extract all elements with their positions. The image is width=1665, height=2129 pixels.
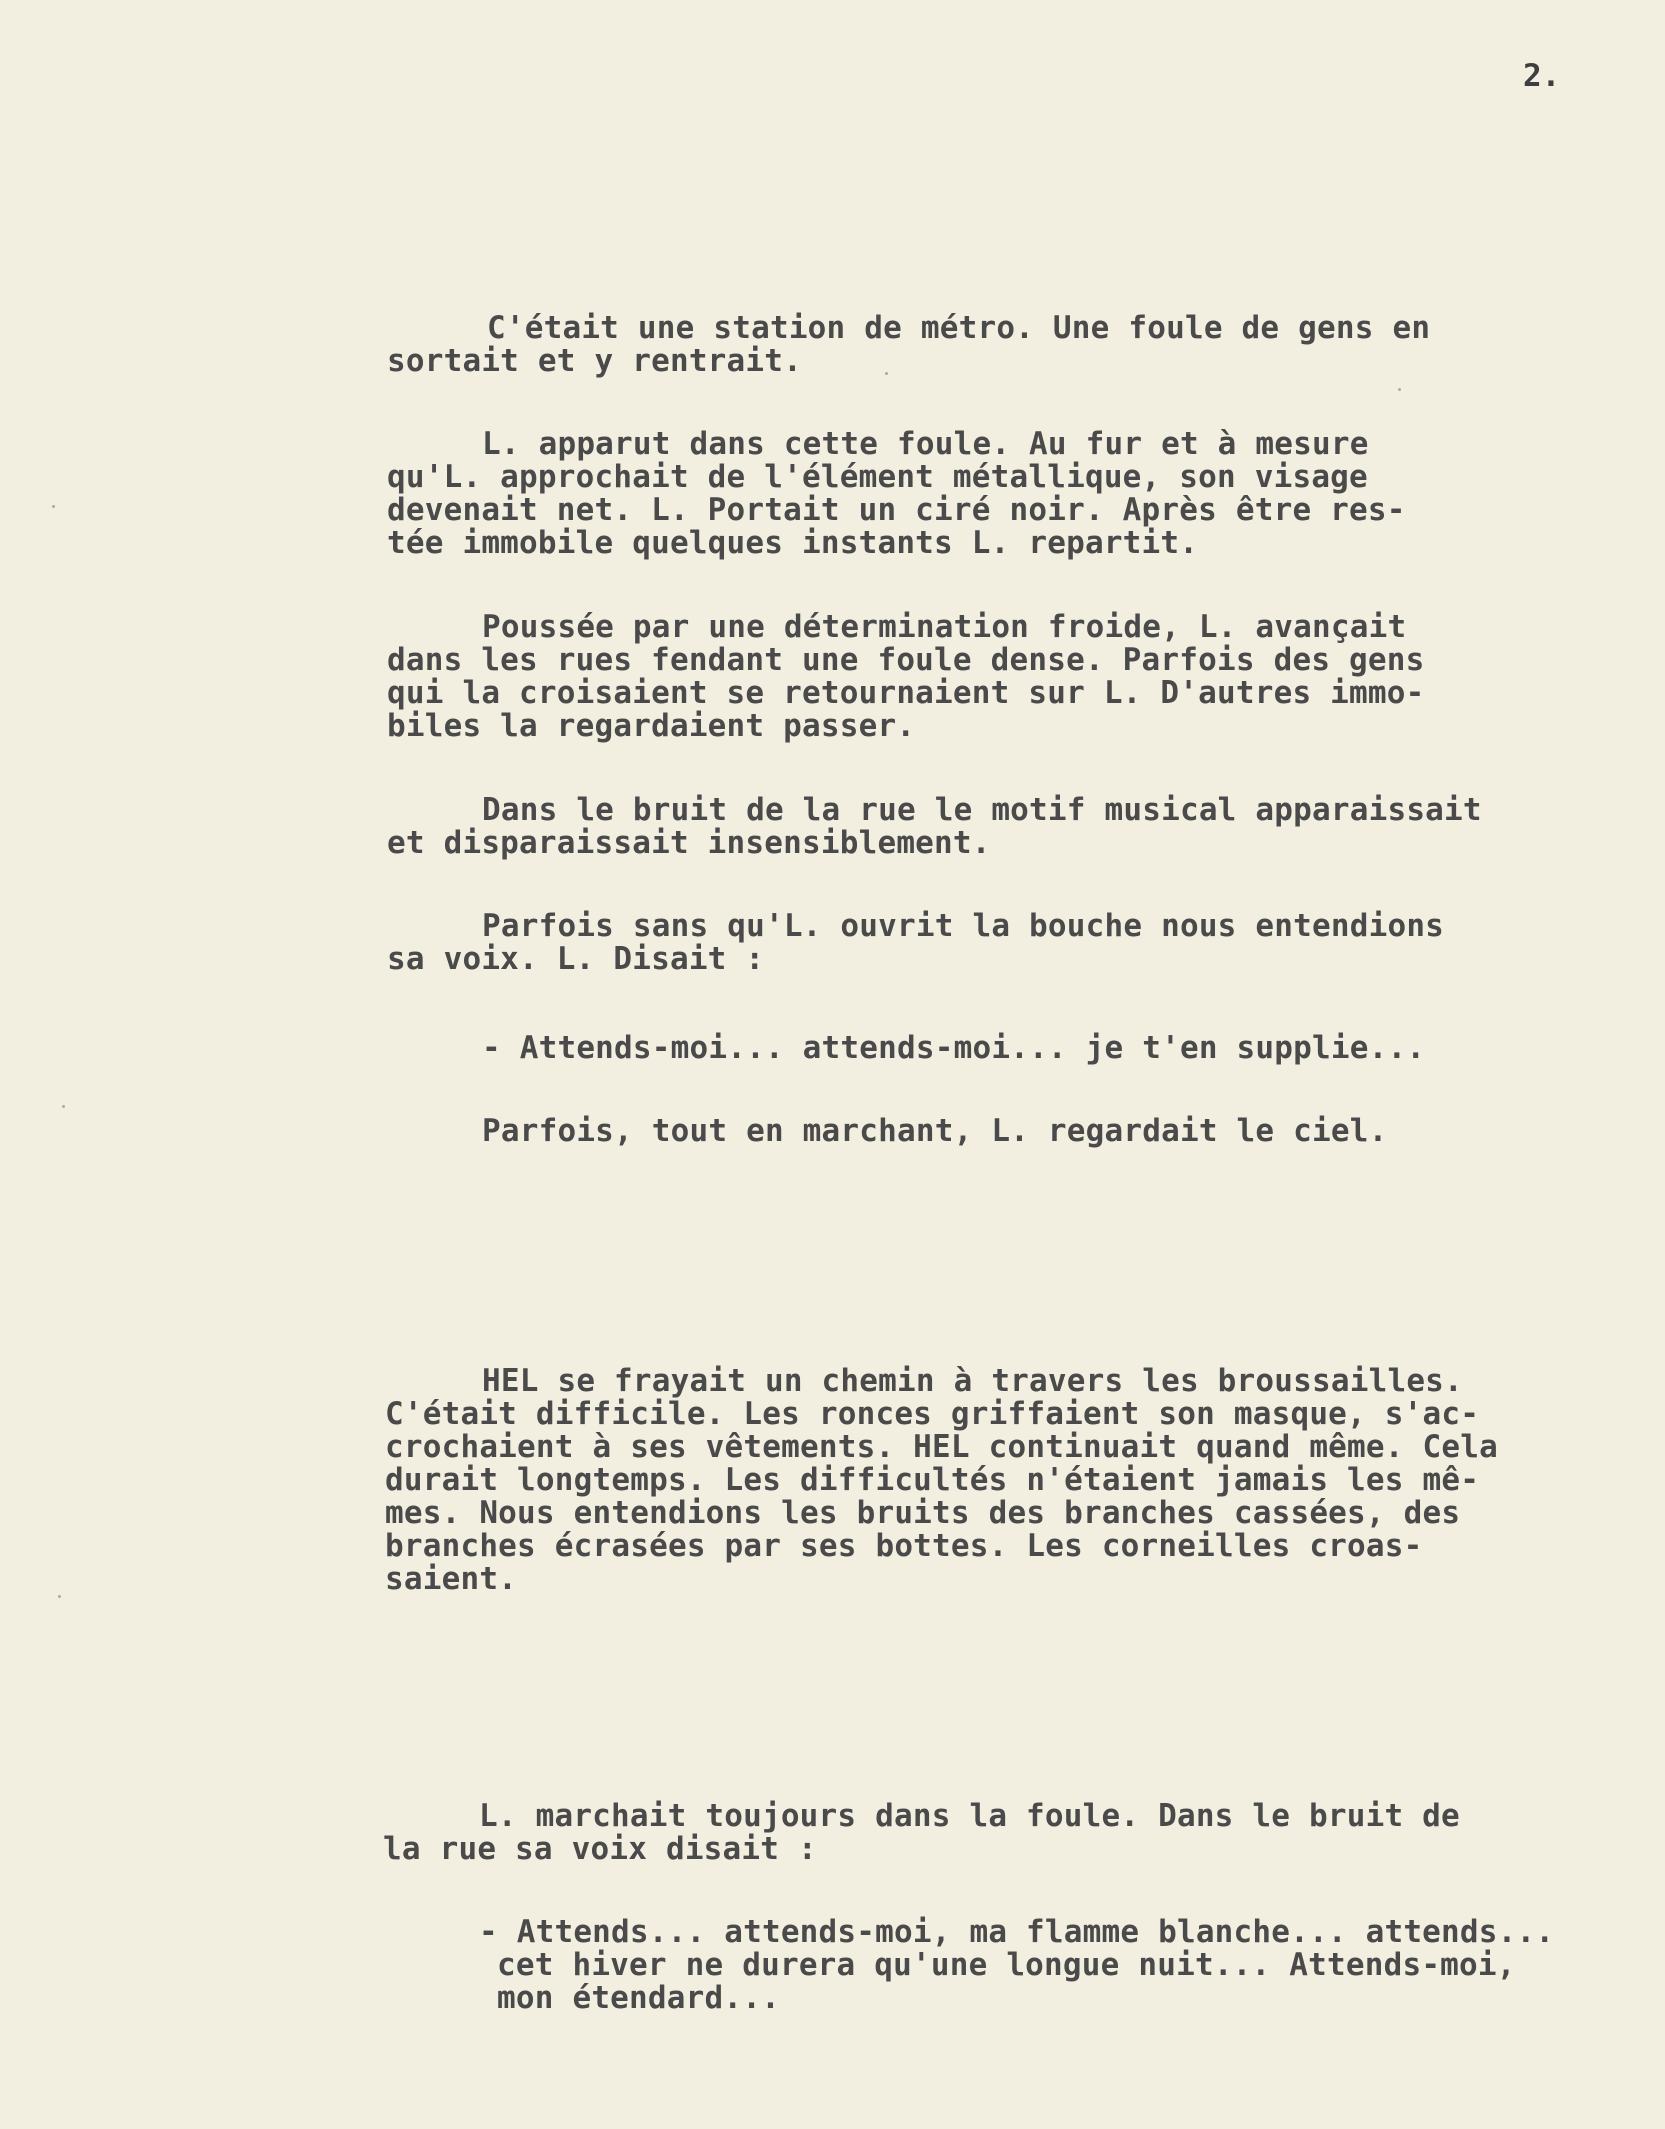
text-line: qu'L. approchait de l'élément métallique, son visage (387, 459, 1368, 495)
paper-speck (1398, 388, 1401, 391)
text-line: crochaient à ses vêtements. HEL continuait quand même. Cela (385, 1429, 1498, 1465)
text-line: tée immobile quelques instants L. repartit. (387, 525, 1199, 561)
text-line: biles la regardaient passer. (387, 708, 916, 744)
text-line: L. apparut dans cette foule. Au fur et à mesure (482, 426, 1369, 462)
text-line: Poussée par une détermination froide, L. avançait (482, 609, 1407, 645)
text-line: sa voix. L. Disait : (387, 941, 765, 977)
text-line: HEL se frayait un chemin à travers les broussailles. (482, 1363, 1463, 1399)
paper-speck (62, 1105, 65, 1108)
text-line: L. marchait toujours dans la foule. Dans le bruit de (479, 1798, 1460, 1834)
text-line: saient. (385, 1561, 518, 1597)
text-line: mon étendard... (497, 1980, 780, 2016)
text-line: et disparaissait insensiblement. (387, 825, 991, 861)
paper-speck (52, 505, 55, 508)
text-line: C'était difficile. Les ronces griffaient son masque, s'ac- (385, 1396, 1480, 1432)
text-line: Parfois, tout en marchant, L. regardait le ciel. (482, 1113, 1388, 1149)
text-line: mes. Nous entendions les bruits des branches cassées, des (385, 1495, 1461, 1531)
text-line: qui la croisaient se retournaient sur L. D'autres immo- (387, 675, 1425, 711)
paper-speck (58, 1595, 61, 1598)
text-line: Dans le bruit de la rue le motif musical apparaissait (482, 792, 1482, 828)
text-line: devenait net. L. Portait un ciré noir. Après être res- (387, 492, 1406, 528)
text-line: dans les rues fendant une foule dense. Parfois des gens (387, 642, 1425, 678)
text-line: - Attends... attends-moi, ma flamme blanche... attends... (479, 1914, 1555, 1950)
text-line: cet hiver ne durera qu'une longue nuit... Attends-moi, (497, 1947, 1516, 1983)
text-line: Parfois sans qu'L. ouvrit la bouche nous entendions (482, 908, 1445, 944)
page-number: 2. (1523, 58, 1561, 94)
paper-speck (885, 372, 888, 375)
text-line: branches écrasées par ses bottes. Les corneilles croas- (385, 1528, 1423, 1564)
text-line: - Attends-moi... attends-moi... je t'en supplie... (482, 1030, 1426, 1066)
text-line: C'était une station de métro. Une foule de gens en (487, 310, 1431, 346)
text-line: durait longtemps. Les difficultés n'étaient jamais les mê- (385, 1462, 1480, 1498)
text-line: la rue sa voix disait : (383, 1831, 817, 1867)
text-line: sortait et y rentrait. (387, 343, 802, 379)
